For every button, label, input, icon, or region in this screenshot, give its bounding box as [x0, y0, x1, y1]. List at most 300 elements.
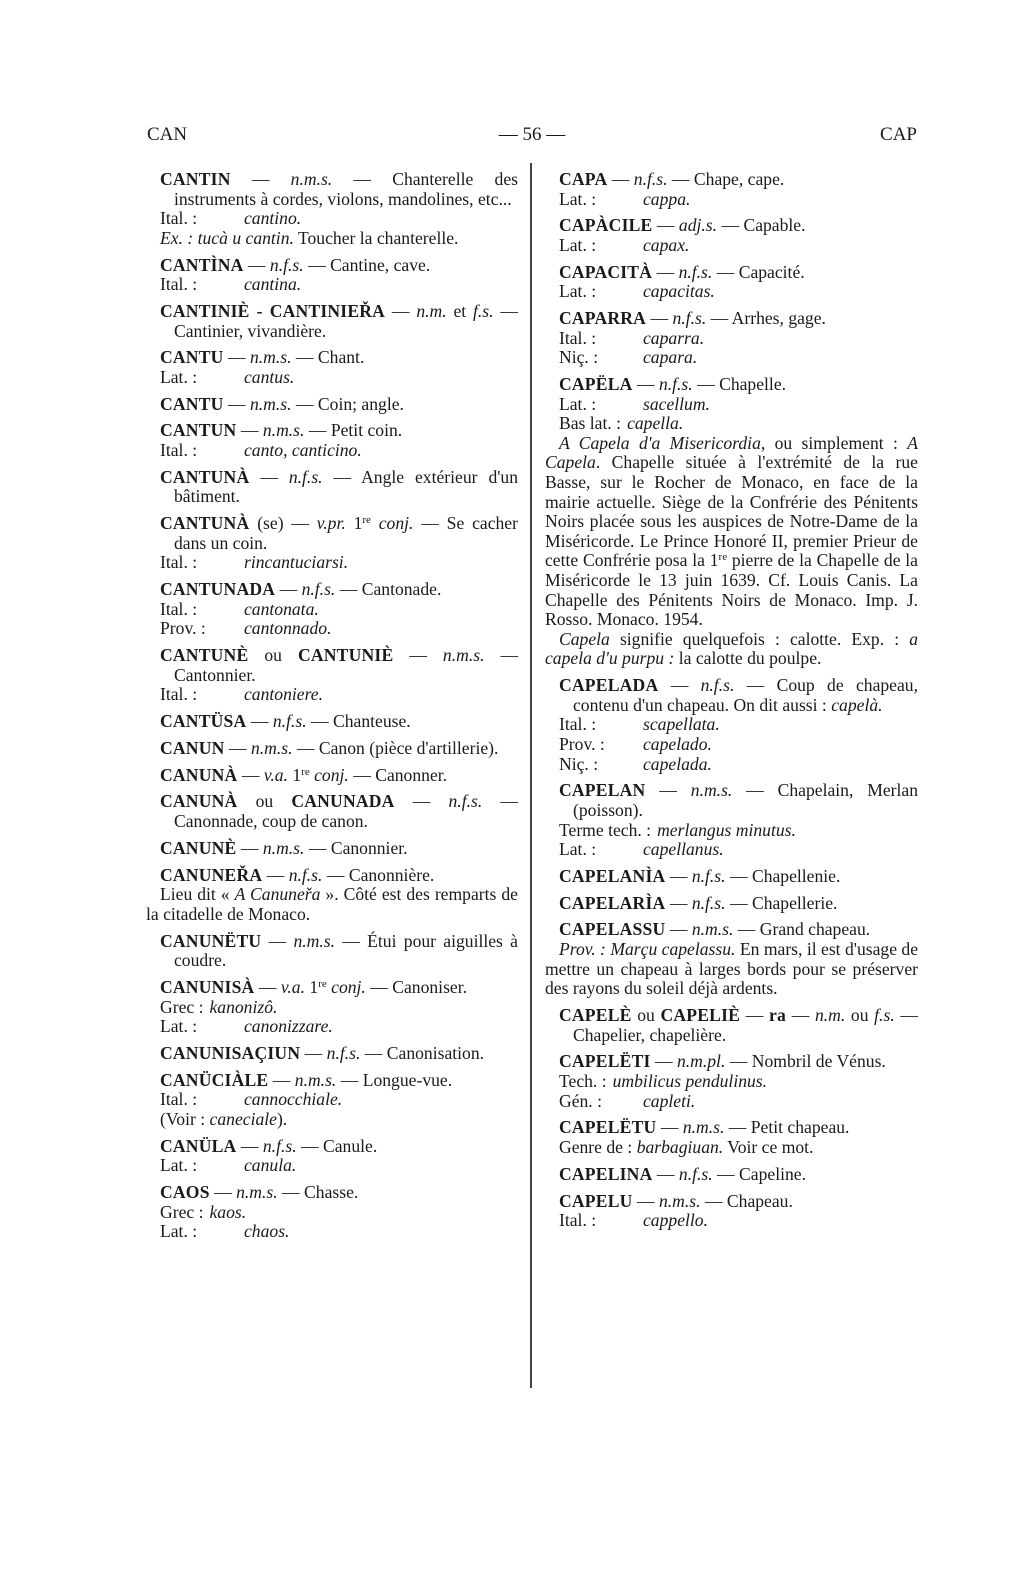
dash: —	[241, 764, 260, 785]
dash: —	[272, 1069, 291, 1090]
dictionary-entry	[545, 676, 918, 774]
entry-body	[559, 263, 918, 283]
grammar-tag: n.m.s.	[236, 1182, 278, 1203]
headword: CAPELÈ	[559, 1005, 632, 1026]
headword: CANUNÀ	[160, 791, 238, 812]
entry-body	[559, 1052, 918, 1072]
definition: Longue-vue.	[362, 1069, 453, 1090]
entry-body	[160, 1071, 518, 1091]
dash: —	[353, 169, 371, 189]
dash: —	[500, 300, 518, 321]
etymology-language: Ital. :	[160, 552, 198, 573]
dictionary-entry	[146, 170, 518, 248]
entry-body	[160, 580, 518, 600]
dictionary-entry	[146, 1071, 518, 1130]
entry-body	[559, 1118, 918, 1138]
dash: —	[240, 837, 259, 858]
entry-body	[559, 894, 918, 914]
etymology-line	[146, 275, 518, 295]
grammar-tag: n.m.s.	[690, 780, 733, 801]
dash: —	[671, 169, 690, 189]
headword: CANTU	[160, 393, 224, 414]
etymology-language: Niç. :	[559, 347, 599, 368]
italic-phrase: A Capela	[545, 432, 918, 473]
headword-suffix: (se)	[257, 513, 284, 534]
dash: —	[716, 261, 735, 282]
headword: CANTUN	[160, 420, 237, 441]
grammar-tag: n.f.s.	[272, 711, 307, 732]
note-text: ». Côté est des remparts de la citadelle de Monaco.	[146, 884, 518, 924]
etymology-word: sacellum.	[643, 393, 710, 414]
dash: —	[721, 215, 740, 236]
grammar-tag: n.m.s.	[442, 645, 485, 666]
grammar-tag: n.f.s.	[269, 254, 304, 275]
etymology-word: capacitas.	[643, 281, 715, 302]
dash: —	[500, 791, 518, 812]
etymology-word: cantonnado.	[244, 618, 332, 639]
entry-body	[160, 766, 518, 786]
dash: —	[295, 347, 314, 368]
grammar-tag: n.f.s.	[326, 1042, 361, 1063]
headword: CAPÀCILE	[559, 215, 653, 236]
dash: —	[214, 1182, 232, 1203]
definition: Se cacher dans un coin.	[174, 513, 518, 553]
etymology-language: Ital. :	[559, 1210, 597, 1231]
dash: —	[636, 374, 655, 395]
dash: —	[342, 930, 360, 951]
dash: —	[900, 1005, 918, 1026]
headword: CAPARRA	[559, 308, 647, 329]
dash: —	[656, 261, 675, 282]
definition: Angle extérieur d'un bâtiment.	[174, 466, 519, 507]
dictionary-entry	[146, 766, 518, 786]
grammar-tag: n.m.s.	[249, 347, 292, 368]
dash: —	[717, 1163, 735, 1184]
etymology-language: Ital. :	[160, 598, 198, 619]
etymology-line	[146, 998, 518, 1018]
grammar-tag: v.a.	[263, 764, 288, 785]
dash: —	[268, 930, 287, 951]
example-line	[146, 229, 518, 249]
italic-phrase: a capela d'u purpu :	[545, 628, 918, 669]
grammar-tag: n.m.s.	[262, 420, 305, 441]
etymology-word: canto, canticino.	[244, 440, 362, 461]
grammar-tag: v.pr.	[316, 513, 346, 534]
example-translation: Toucher la chanterelle.	[297, 227, 459, 248]
etymology-line	[545, 1211, 918, 1231]
etymology-line	[545, 348, 918, 368]
etymology-language: Ital. :	[559, 714, 597, 735]
etymology-language: Lat. :	[559, 839, 597, 860]
dash: —	[308, 254, 326, 275]
dictionary-entry	[146, 1137, 518, 1176]
entry-body	[160, 302, 518, 341]
etymology-language: Ital. :	[160, 684, 198, 705]
dictionary-entry	[146, 646, 518, 705]
dash: —	[704, 1190, 723, 1211]
related-note	[545, 1138, 918, 1158]
headword: CAPELINA	[559, 1163, 653, 1184]
dash: —	[791, 1005, 810, 1026]
etymology-word: umbilicus pendulinus.	[612, 1071, 768, 1091]
paragraph-text: , ou simplement :	[760, 432, 898, 453]
dash: —	[729, 1051, 748, 1072]
dictionary-entry	[146, 866, 518, 925]
definition: Chapellerie.	[751, 892, 838, 913]
etymology-line	[545, 282, 918, 302]
entry-body	[559, 676, 918, 715]
definition: Coup de chapeau, contenu d'un chapeau. On dit aussi :	[573, 675, 918, 715]
etymology-word: canonizzare.	[244, 1016, 333, 1037]
dictionary-entry	[545, 1118, 918, 1157]
dictionary-entry	[146, 580, 518, 639]
etymology-language: Lat. :	[160, 1155, 198, 1176]
conjugation-tag: conj.	[378, 513, 414, 534]
example-label: Ex. :	[160, 227, 194, 248]
dash: —	[611, 169, 630, 189]
page-number: — 56 —	[498, 124, 566, 145]
etymology-word: capleti.	[643, 1090, 696, 1111]
etymology-word: capara.	[643, 347, 698, 368]
headword: CANTÌNA	[160, 254, 244, 275]
grammar-tag: n.f.s.	[262, 1135, 297, 1156]
definition: Cantine, cave.	[330, 254, 431, 275]
grammar-tag: n.f.s.	[288, 864, 323, 885]
grammar-tag: n.f.s.	[633, 169, 668, 189]
etymology-line	[146, 1203, 518, 1223]
headword: CANUNISÀ	[160, 976, 255, 997]
etymology-language: Lat. :	[160, 1221, 198, 1242]
dictionary-entry	[545, 1006, 918, 1045]
etymology-line	[545, 755, 918, 775]
conjugation-number: 1	[353, 513, 363, 534]
etymology-line	[146, 1156, 518, 1176]
dash: —	[737, 919, 756, 940]
definition: Capacité.	[738, 261, 805, 282]
entry-body	[160, 1183, 518, 1203]
conjugation-number: 1	[292, 764, 302, 785]
etymology-line	[545, 821, 918, 841]
dictionary-entry	[146, 792, 518, 831]
entry-body	[559, 867, 918, 887]
dictionary-entry	[146, 256, 518, 295]
grammar-tag: n.f.s.	[691, 892, 726, 913]
etymology-line	[545, 236, 918, 256]
dictionary-entry	[146, 1044, 518, 1064]
dictionary-entry	[146, 468, 518, 507]
entry-body	[559, 920, 918, 940]
etymology-language: Prov. :	[559, 733, 605, 754]
etymology-word: kaos.	[209, 1201, 247, 1222]
dictionary-entry	[146, 932, 518, 971]
etymology-line	[146, 1017, 518, 1037]
entry-body	[160, 348, 518, 368]
dash: —	[227, 347, 246, 368]
conjunction: ou	[255, 791, 274, 812]
entry-body	[160, 1137, 518, 1157]
grammar-tag: n.m.s.	[293, 930, 336, 951]
etymology-word: capella.	[627, 413, 684, 434]
grammar-tag: n.f.s.	[301, 579, 336, 600]
dash: —	[728, 1117, 747, 1138]
conjunction: et	[453, 300, 467, 321]
grammar-tag: adj.s.	[678, 215, 718, 236]
headword: CAPELËTU	[559, 1117, 657, 1138]
dictionary-entry	[545, 867, 918, 887]
etymology-word: cantus.	[244, 366, 295, 387]
entry-body	[559, 1165, 918, 1185]
headword: CAPELADA	[559, 675, 659, 696]
dash: —	[669, 919, 688, 940]
ordinal-suffix: re	[718, 551, 728, 564]
related-label: Genre de :	[559, 1136, 633, 1157]
dash: —	[227, 393, 246, 414]
etymology-line	[545, 1092, 918, 1112]
etymology-word: capellanus.	[643, 839, 724, 860]
example-text: tucà u cantin.	[197, 227, 294, 248]
dictionary-entry	[545, 781, 918, 859]
definition: Cantonnier.	[174, 664, 256, 685]
headword-variant: CAPELIÈ	[660, 1005, 741, 1026]
etymology-language: Lat. :	[559, 234, 597, 255]
grammar-tag: n.f.s.	[678, 1163, 713, 1184]
grammar-tag: n.m.	[416, 300, 447, 321]
etymology-line	[545, 395, 918, 415]
etymology-language: Ital. :	[160, 208, 198, 229]
etymology-line	[545, 190, 918, 210]
dash: —	[412, 791, 431, 812]
cross-reference-word: caneciale	[209, 1108, 277, 1129]
ordinal-suffix: re	[362, 514, 371, 527]
dash: —	[339, 579, 358, 600]
etymology-language: Ital. :	[559, 327, 597, 348]
headword: CAPACITÀ	[559, 261, 653, 282]
etymology-language: Terme tech. :	[559, 819, 652, 840]
conjugation-number: 1	[309, 976, 319, 997]
grammar-tag: n.m.pl.	[676, 1051, 726, 1072]
related-word: barbagiuan.	[636, 1136, 724, 1157]
definition: Chapelier, chapelière.	[573, 1024, 727, 1045]
dash: —	[326, 864, 345, 885]
definition: Canonnade, coup de canon.	[174, 811, 368, 832]
etymology-line	[545, 329, 918, 349]
dash: —	[266, 864, 285, 885]
etymology-language: Grec :	[160, 1201, 204, 1222]
grammar-tag: n.m.s.	[249, 393, 292, 414]
dictionary-entry	[545, 309, 918, 368]
entry-body	[559, 375, 918, 395]
headword: CAOS	[160, 1182, 210, 1203]
definition: Nombril de Vénus.	[751, 1051, 886, 1072]
conjugation-tag: conj.	[314, 764, 349, 785]
grammar-tag: n.f.s.	[658, 374, 693, 395]
etymology-word: cappello.	[643, 1210, 708, 1231]
entry-body	[160, 932, 518, 971]
dictionary-entry	[146, 739, 518, 759]
dash: —	[240, 1135, 259, 1156]
proverb-paragraph	[545, 940, 918, 999]
etymology-language: Grec :	[160, 996, 204, 1017]
grammar-tag: n.m.s.	[294, 1069, 337, 1090]
headword: CAPELASSU	[559, 919, 666, 940]
definition: Canule.	[323, 1135, 378, 1156]
headword: CAPA	[559, 169, 608, 189]
proverb-explanation: En mars, il est d'usage de mettre un chapeau à larges bords pour se préserver des rayons du soleil déjà ardents.	[545, 939, 919, 999]
dictionary-entry	[146, 395, 518, 415]
etymology-language: Niç. :	[559, 753, 599, 774]
dash: —	[650, 308, 669, 329]
etymology-language: Gén. :	[559, 1090, 602, 1111]
grammar-tag: n.m.s.	[682, 1117, 725, 1138]
entry-body	[559, 216, 918, 236]
etymology-line	[545, 840, 918, 860]
headword: CANTUNÈ	[160, 645, 249, 666]
dash: —	[250, 711, 269, 732]
entry-body	[559, 309, 918, 329]
etymology-language: Ital. :	[160, 440, 198, 461]
etymology-line	[146, 368, 518, 388]
entry-body	[160, 421, 518, 441]
dictionary-entry	[146, 839, 518, 859]
definition: Arrhes, gage.	[731, 308, 826, 329]
note-text: Lieu dit «	[160, 884, 230, 905]
etymology-language: Lat. :	[559, 393, 597, 414]
entry-body	[160, 256, 518, 276]
dictionary-entry	[146, 1183, 518, 1242]
dash: —	[311, 711, 329, 732]
headword: CAPELARÌA	[559, 892, 666, 913]
dictionary-entry	[545, 263, 918, 302]
definition: Chapelain, Merlan (poisson).	[573, 780, 919, 820]
headword: CANTINIÈ - CANTINIEŘA	[160, 300, 386, 321]
etymology-word: rincantuciarsi.	[244, 552, 349, 573]
etymology-line	[146, 441, 518, 461]
entry-body	[160, 792, 518, 831]
dictionary-entry	[545, 375, 918, 669]
ordinal-suffix: re	[318, 977, 327, 990]
dash: —	[308, 420, 327, 441]
etymology-line	[146, 553, 518, 573]
etymology-language: Lat. :	[160, 366, 198, 387]
dash: —	[251, 169, 270, 189]
conjunction: ou	[264, 645, 282, 666]
etymology-word: caparra.	[643, 327, 705, 348]
headword: CANTÜSA	[160, 711, 247, 732]
italic-phrase: A Capela d'a Misericordia	[559, 432, 761, 453]
dictionary-entry	[545, 170, 918, 209]
definition: Chape, cape.	[693, 169, 785, 189]
dictionary-entry	[146, 712, 518, 732]
grammar-tag: n.m.s.	[658, 1190, 701, 1211]
headword: CAPELANÌA	[559, 865, 666, 886]
dash: —	[364, 1042, 383, 1063]
grammar-tag: v.a.	[280, 976, 305, 997]
proverb-label: Prov. :	[559, 939, 606, 960]
entry-body	[160, 1044, 518, 1064]
definition: Étui pour aiguilles à coudre.	[174, 930, 518, 971]
dash: —	[409, 645, 427, 666]
entry-body	[160, 395, 518, 415]
definition: Canonisation.	[386, 1042, 485, 1063]
definition: Chapelle.	[719, 374, 787, 395]
grammar-tag: n.m.s.	[290, 169, 333, 189]
headword: CANÜCIÀLE	[160, 1069, 269, 1090]
proverb: Marçu capelassu.	[610, 939, 736, 960]
entry-body	[559, 1006, 918, 1045]
dash: —	[636, 1190, 655, 1211]
grammar-tag: n.f.s.	[700, 675, 735, 696]
definition: Cantinier, vivandière.	[174, 320, 327, 341]
etymology-language: Tech. :	[559, 1071, 607, 1091]
definition: Canonnier.	[330, 837, 408, 858]
headword: CANUNÀ	[160, 764, 238, 785]
headword: CANUN	[160, 737, 225, 758]
etymology-language: Lat. :	[559, 188, 597, 209]
dash: —	[260, 466, 278, 487]
dash: —	[500, 645, 519, 666]
running-head-right: CAP	[880, 124, 917, 145]
definition: Coin; angle.	[317, 393, 404, 414]
etymology-word: capelada.	[643, 753, 712, 774]
left-column	[146, 170, 518, 1249]
ordinal-suffix: re	[301, 765, 310, 778]
entry-body	[160, 978, 518, 998]
grammar-tag: n.f.s.	[448, 791, 483, 812]
grammar-tag: n.f.s.	[672, 308, 707, 329]
dash: —	[729, 892, 748, 913]
etymology-word: kanonizô.	[209, 996, 278, 1017]
headword: CAPELU	[559, 1190, 633, 1211]
entry-body	[160, 866, 518, 886]
entry-body	[559, 781, 918, 820]
dash: —	[745, 1005, 764, 1026]
conjunction: ou	[637, 1005, 655, 1026]
grammar-tag: n.m.s.	[250, 737, 293, 758]
dictionary-entry	[545, 1192, 918, 1231]
grammar-tag: n.m.s.	[262, 837, 305, 858]
dash: —	[296, 737, 315, 758]
dash: —	[304, 1042, 323, 1063]
dash: —	[301, 1135, 319, 1156]
headword: CANUNISAÇIUN	[160, 1042, 301, 1063]
entry-body	[160, 514, 518, 553]
ordinal-number: 1	[709, 550, 719, 571]
definition: Chant.	[317, 347, 365, 368]
paragraph-text: signifie quelquefois : calotte. Exp. :	[619, 628, 900, 649]
definition: Chasse.	[304, 1182, 359, 1203]
dash: —	[710, 308, 729, 329]
dash: —	[282, 1182, 300, 1203]
place-name: A Canuneřa	[234, 884, 321, 905]
headword: CANUNËTU	[160, 930, 262, 951]
dash: —	[654, 1051, 673, 1072]
headword: CANTU	[160, 347, 224, 368]
dash: —	[258, 976, 277, 997]
paragraph-text: . Chapelle située à l'extrémité de la rue Basse, sur le Rocher de Monaco, en face de la mairie actuelle. Siège de la Confrérie des Pénitents Noirs placée sous les auspices de Notre-Dame de la Miséricorde. Le Prince Honoré II, premier Prieur de cette Confrérie posa la	[545, 452, 918, 571]
dictionary-entry	[146, 514, 518, 573]
feminine-suffix: ra	[769, 1005, 787, 1026]
etymology-word: merlangus minutus.	[657, 819, 796, 840]
entry-body	[160, 712, 518, 732]
headword: CANÜLA	[160, 1135, 237, 1156]
dictionary-entry	[545, 216, 918, 255]
entry-body	[160, 468, 518, 507]
grammar-tag: n.m.	[814, 1005, 846, 1026]
dash: —	[669, 892, 688, 913]
grammar-tag: n.m.s.	[691, 919, 734, 940]
headword: CAPELAN	[559, 780, 646, 801]
definition: Petit chapeau.	[750, 1117, 850, 1138]
